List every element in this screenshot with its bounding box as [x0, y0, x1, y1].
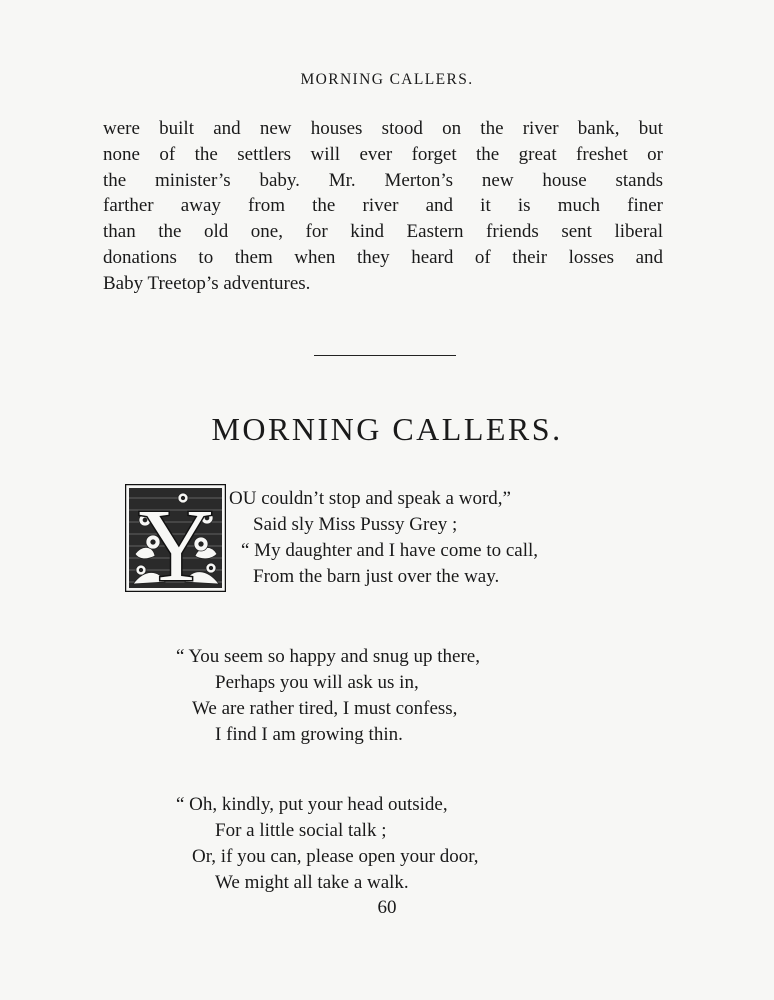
- prose-paragraph: [103, 116, 663, 297]
- prose-line: than the old one, for kind Eastern friends sent liberal: [103, 221, 663, 243]
- verse-line: Or, if you can, please open your door,: [192, 846, 479, 867]
- verse-line: Said sly Miss Pussy Grey ;: [253, 514, 458, 535]
- verse-line: “ You seem so happy and snug up there,: [176, 646, 480, 667]
- prose-line: the minister’s baby. Mr. Merton’s new house stands: [103, 169, 663, 191]
- verse-line: Perhaps you will ask us in,: [215, 672, 419, 693]
- verse-line: From the barn just over the way.: [253, 566, 500, 587]
- page-number: 60: [377, 897, 397, 918]
- verse-line: I find I am growing thin.: [215, 724, 403, 745]
- prose-line: none of the settlers will ever forget the great freshet or: [103, 143, 663, 165]
- drop-cap-letter: Y: [138, 488, 214, 592]
- drop-cap-ornament: [125, 484, 226, 592]
- prose-line: were built and new houses stood on the river bank, but: [103, 118, 663, 139]
- verse-line: We are rather tired, I must confess,: [192, 698, 458, 719]
- section-divider-rule: [314, 355, 456, 356]
- running-head: MORNING CALLERS.: [300, 71, 474, 88]
- prose-line: farther away from the river and it is much finer: [103, 195, 663, 217]
- prose-line: Baby Treetop’s adventures.: [103, 272, 311, 294]
- verse-line: For a little social talk ;: [215, 820, 387, 841]
- verse-line: “ My daughter and I have come to call,: [241, 540, 539, 561]
- prose-line: donations to them when they heard of their losses and: [103, 246, 663, 268]
- poem-title: MORNING CALLERS.: [211, 411, 563, 447]
- verse-line: “ Oh, kindly, put your head outside,: [176, 794, 448, 815]
- verse-line: OU couldn’t stop and speak a word,”: [229, 488, 511, 509]
- verse-line: We might all take a walk.: [215, 872, 409, 893]
